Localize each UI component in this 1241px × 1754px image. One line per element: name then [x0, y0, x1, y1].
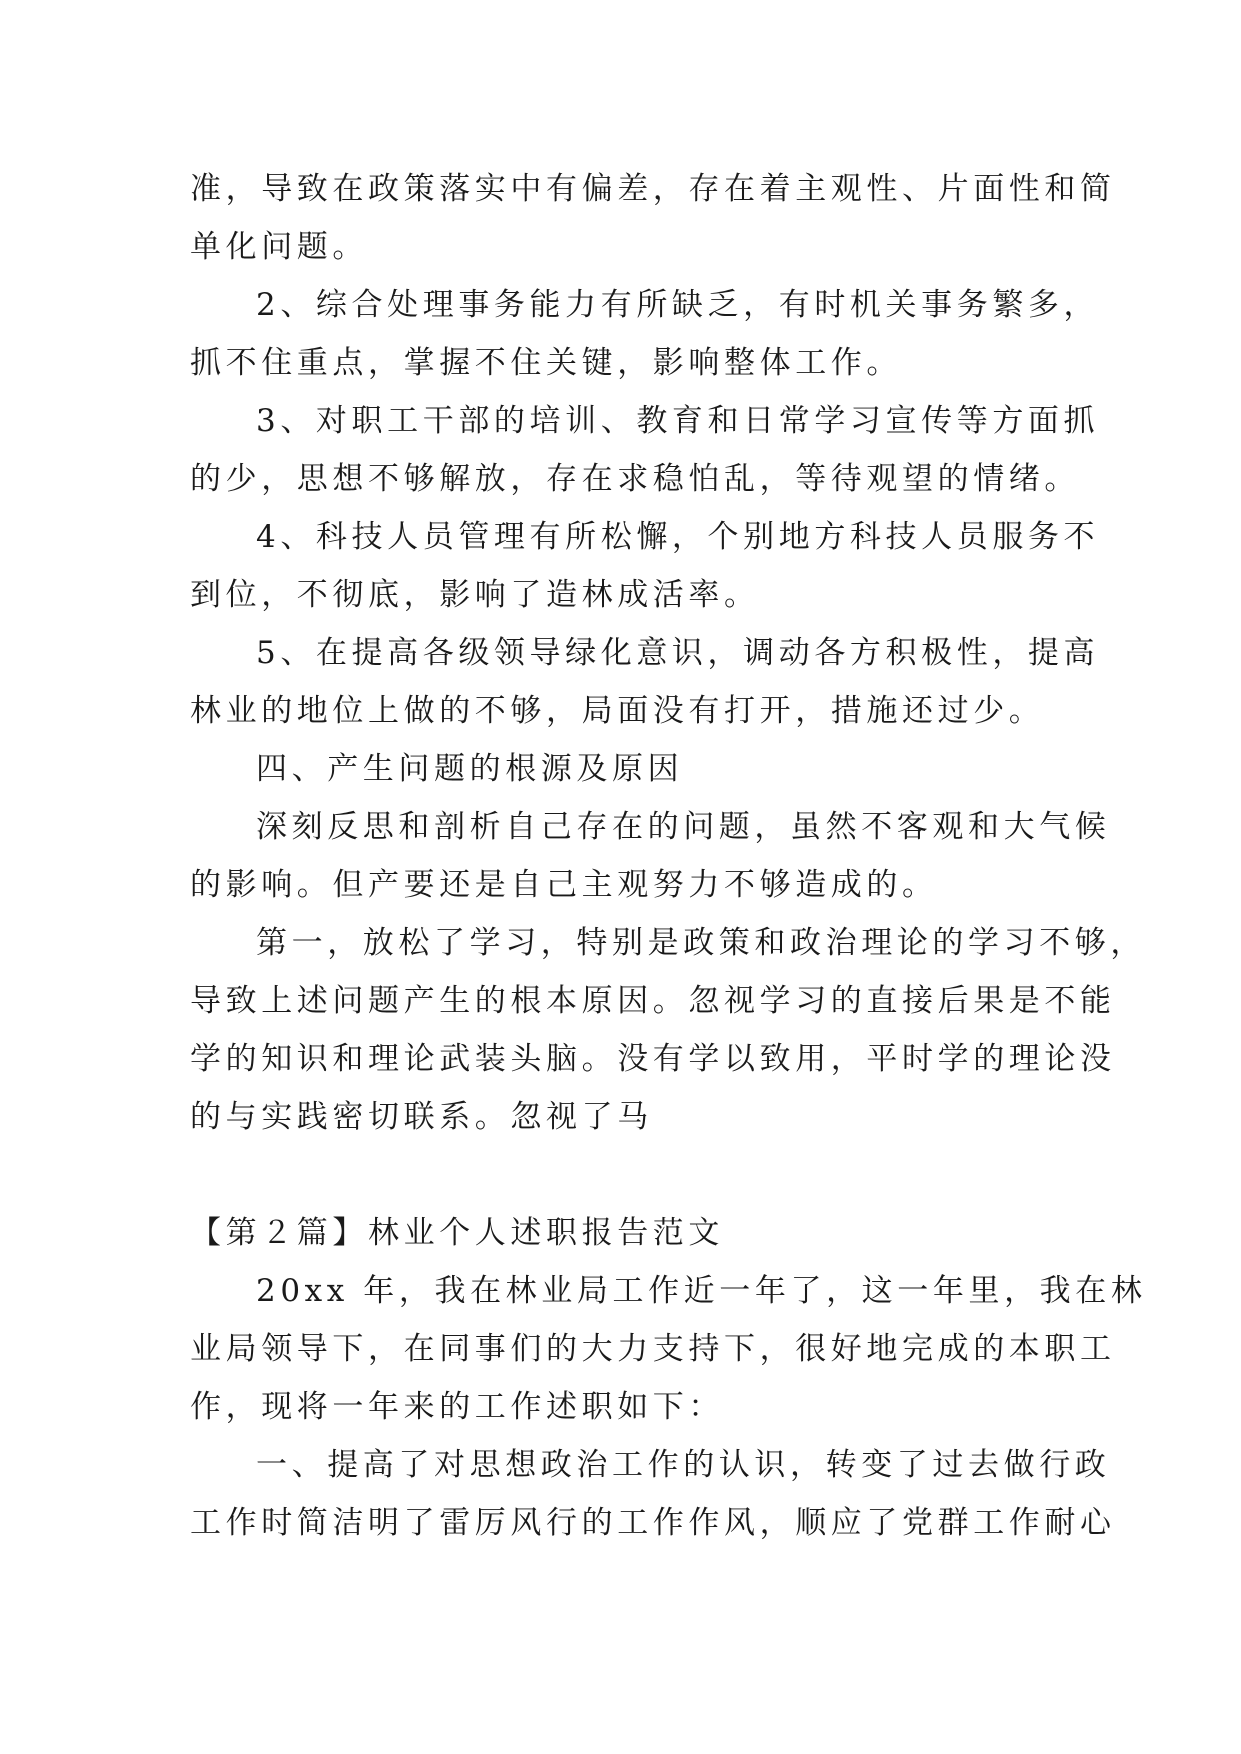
text-line: 深刻反思和剖析自己存在的问题，虽然不客观和大气候 [256, 809, 1111, 845]
text-line: 业局领导下，在同事们的大力支持下，很好地完成的本职工 [190, 1331, 1116, 1367]
section-heading: 四、产生问题的根源及原因 [256, 751, 684, 787]
text-line: 4、科技人员管理有所松懈，个别地方科技人员服务不 [256, 519, 1100, 555]
text-line: 的影响。但产要还是自己主观努力不够造成的。 [190, 867, 938, 903]
text-line: 作，现将一年来的工作述职如下： [190, 1389, 724, 1425]
text-line: 工作时简洁明了雷厉风行的工作作风，顺应了党群工作耐心 [190, 1505, 1116, 1541]
text-line: 的与实践密切联系。忽视了马 [190, 1099, 653, 1135]
text-line: 第一，放松了学习，特别是政策和政治理论的学习不够， [256, 925, 1146, 961]
text-line: 导致上述问题产生的根本原因。忽视学习的直接后果是不能 [190, 983, 1116, 1019]
text-line: 的少，思想不够解放，存在求稳怕乱，等待观望的情绪。 [190, 461, 1080, 497]
text-line: 单化问题。 [190, 229, 368, 265]
article-title: 【第２篇】林业个人述职报告范文 [190, 1215, 724, 1251]
spacer [190, 1146, 1052, 1204]
text-line: 准，导致在政策落实中有偏差，存在着主观性、片面性和简 [190, 171, 1116, 207]
document-page [190, 160, 1147, 1552]
text-line: 20xx 年，我在林业局工作近一年了，这一年里，我在林 [256, 1273, 1147, 1309]
text-line: 到位，不彻底，影响了造林成活率。 [190, 577, 760, 613]
text-line: 5、在提高各级领导绿化意识，调动各方积极性，提高 [256, 635, 1100, 671]
text-line: 林业的地位上做的不够，局面没有打开，措施还过少。 [190, 693, 1045, 729]
text-line: 2、综合处理事务能力有所缺乏，有时机关事务繁多， [256, 287, 1100, 323]
text-line: 一、提高了对思想政治工作的认识，转变了过去做行政 [256, 1447, 1111, 1483]
text-line: 学的知识和理论武装头脑。没有学以致用，平时学的理论没 [190, 1041, 1116, 1077]
text-line: 3、对职工干部的培训、教育和日常学习宣传等方面抓 [256, 403, 1100, 439]
text-line: 抓不住重点，掌握不住关键，影响整体工作。 [190, 345, 902, 381]
